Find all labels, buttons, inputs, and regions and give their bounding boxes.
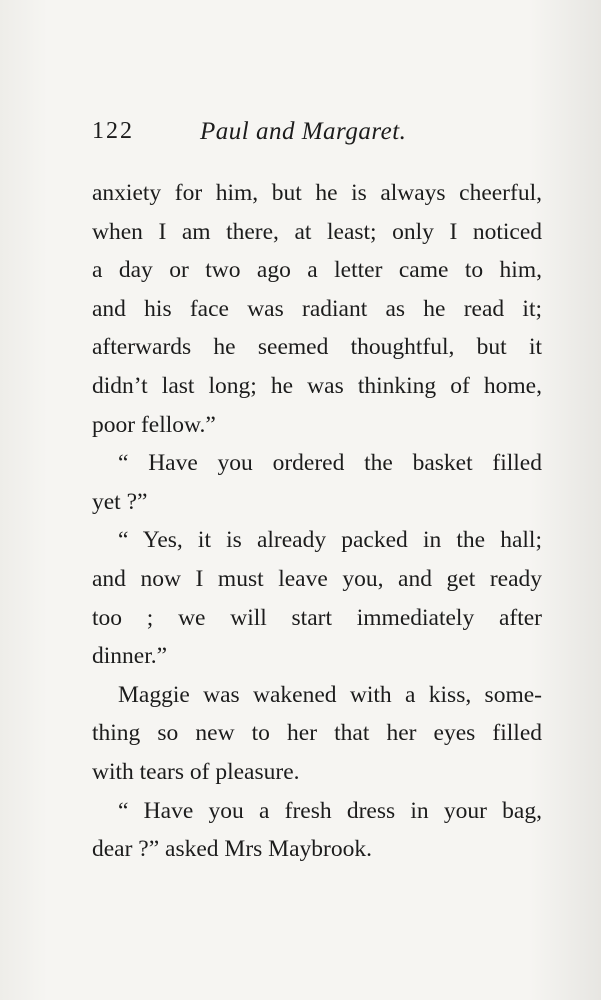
running-title: Paul and Margaret. xyxy=(200,118,407,145)
body-text xyxy=(92,174,542,869)
text-line: anxiety for him, but he is always cheerful, xyxy=(92,180,542,206)
text-line: “ Yes, it is already packed in the hall; xyxy=(118,527,542,554)
text-line: dinner.” xyxy=(92,643,168,670)
text-line: “ Have you ordered the basket filled xyxy=(118,450,542,477)
text-line: didn’t last long; he was thinking of home, xyxy=(92,372,542,399)
text-line: and his face was radiant as he read it; xyxy=(92,295,542,322)
text-line: too ; we will start immediately after xyxy=(92,604,542,631)
page-number: 122 xyxy=(92,118,134,144)
text-line: poor fellow.” xyxy=(92,411,216,438)
text-line: with tears of pleasure. xyxy=(92,758,300,785)
text-line: yet ?” xyxy=(92,488,148,515)
text-line: Maggie was wakened with a kiss, some- xyxy=(118,681,542,708)
text-line: afterwards he seemed thoughtful, but it xyxy=(92,334,542,361)
running-header xyxy=(92,118,542,152)
text-line: when I am there, at least; only I noticed xyxy=(92,218,542,245)
text-line: and now I must leave you, and get ready xyxy=(92,565,542,592)
text-line: “ Have you a fresh dress in your bag, xyxy=(118,797,542,824)
text-line: a day or two ago a letter came to him, xyxy=(92,257,542,284)
text-line: thing so new to her that her eyes filled xyxy=(92,720,542,747)
text-line: dear ?” asked Mrs Maybrook. xyxy=(92,836,372,863)
